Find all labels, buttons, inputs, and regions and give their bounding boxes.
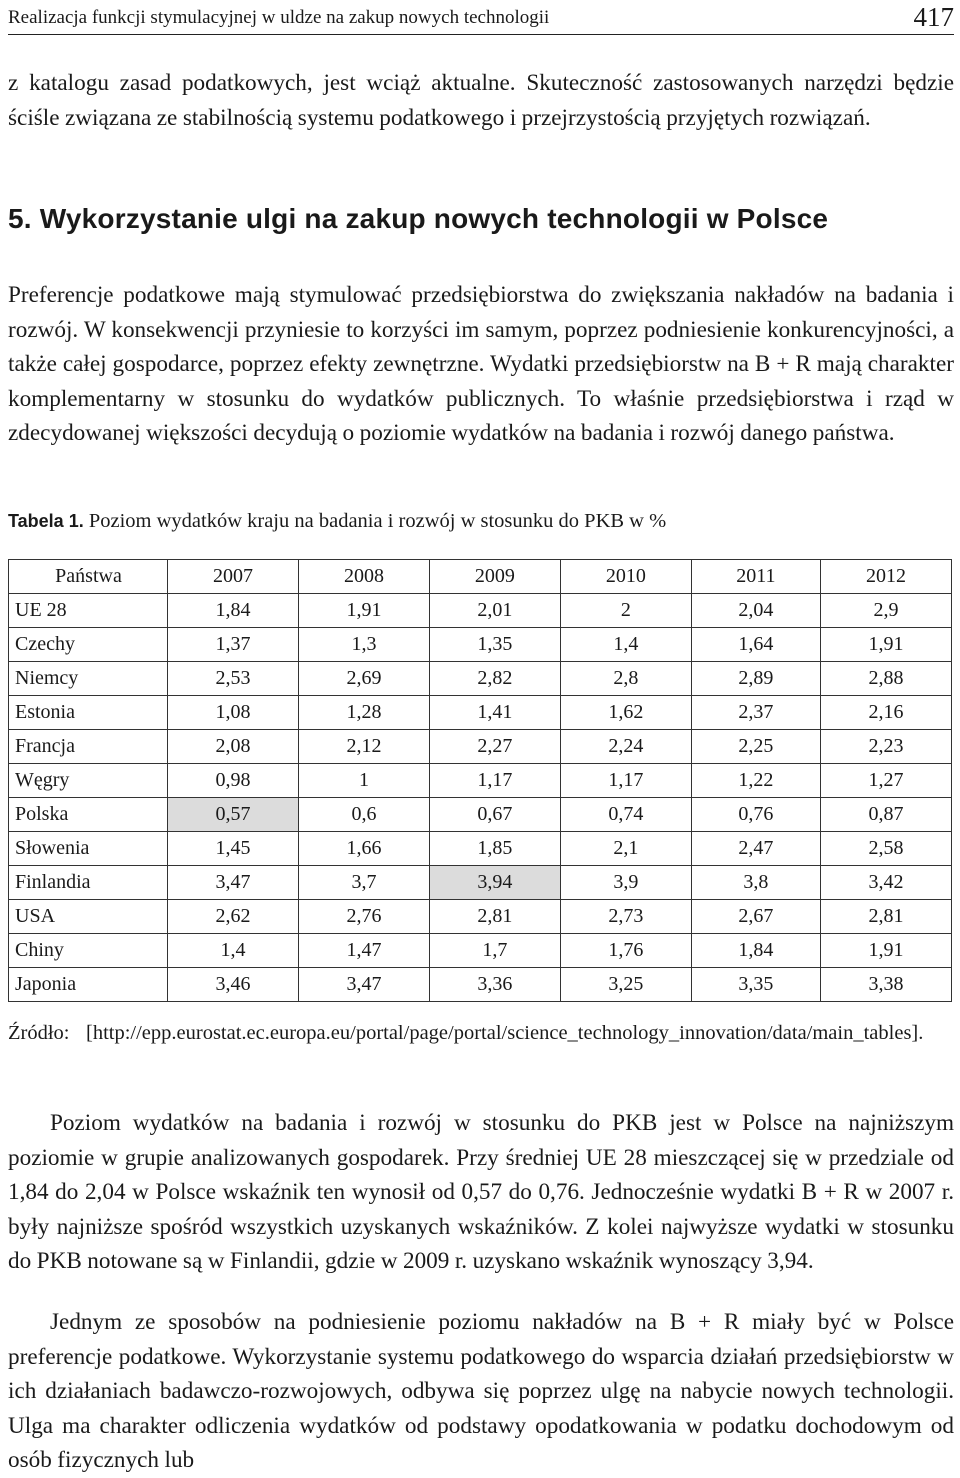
country-name-cell: Polska [9,798,168,832]
running-header [8,4,954,35]
value-cell: 3,46 [168,968,299,1002]
column-header-2008: 2008 [298,560,429,594]
value-cell: 2,89 [691,662,820,696]
value-cell: 3,94 [429,866,560,900]
value-cell: 1,27 [820,764,951,798]
value-cell: 3,7 [298,866,429,900]
value-cell: 3,36 [429,968,560,1002]
section-heading: 5. Wykorzystanie ulgi na zakup nowych technologii w Polsce [8,203,829,234]
value-cell: 0,74 [560,798,691,832]
value-cell: 1,17 [429,764,560,798]
column-header-2009: 2009 [429,560,560,594]
table-row [9,900,952,934]
body-paragraph-1: Poziom wydatków na badania i rozwój w stosunku do PKB jest w Polsce na najniższym poziomie w grupie analizowanych gospodarek. Przy średniej UE 28 mieszczącej się w przedziale od 1,84 do 2,04 w Polsce wskaźnik ten wynosił od 0,57 do 0,76. Jednocześnie wydatki B + R w 2007 r. były najniższe spośród wszystkich uzyskanych wskaźników. Z kolei najwyższe wydatki w stosunku do PKB notowane są w Finlandii, gdzie w 2009 r. uzyskano wskaźnik wynoszący 3,94. [8,1110,954,1274]
country-name-cell: Japonia [9,968,168,1002]
value-cell: 2,81 [820,900,951,934]
table-label: Tabela 1. [8,511,84,531]
value-cell: 0,57 [168,798,299,832]
table-body [9,594,952,1002]
value-cell: 3,9 [560,866,691,900]
value-cell: 1,35 [429,628,560,662]
value-cell: 0,98 [168,764,299,798]
value-cell: 1,4 [560,628,691,662]
table-row [9,662,952,696]
value-cell: 2,23 [820,730,951,764]
value-cell: 2,24 [560,730,691,764]
value-cell: 2,16 [820,696,951,730]
value-cell: 2,69 [298,662,429,696]
value-cell: 0,76 [691,798,820,832]
value-cell: 2,81 [429,900,560,934]
country-name-cell: Czechy [9,628,168,662]
value-cell: 2,25 [691,730,820,764]
table-header-row [9,560,952,594]
value-cell: 0,67 [429,798,560,832]
value-cell: 2,1 [560,832,691,866]
page-number: 417 [913,2,954,32]
value-cell: 3,8 [691,866,820,900]
value-cell: 1,84 [691,934,820,968]
column-header-2007: 2007 [168,560,299,594]
column-header-2010: 2010 [560,560,691,594]
value-cell: 1,7 [429,934,560,968]
country-name-cell: Estonia [9,696,168,730]
value-cell: 2 [560,594,691,628]
value-cell: 1 [298,764,429,798]
value-cell: 0,6 [298,798,429,832]
country-name-cell: Chiny [9,934,168,968]
value-cell: 1,22 [691,764,820,798]
table-caption-text: Poziom wydatków kraju na badania i rozwój w stosunku do PKB w % [83,510,667,532]
value-cell: 2,76 [298,900,429,934]
running-title: Realizacja funkcji stymulacyjnej w uldze na zakup nowych technologii [8,7,550,28]
value-cell: 3,42 [820,866,951,900]
value-cell: 2,08 [168,730,299,764]
country-name-cell: UE 28 [9,594,168,628]
value-cell: 2,53 [168,662,299,696]
value-cell: 2,04 [691,594,820,628]
country-name-cell: Finlandia [9,866,168,900]
value-cell: 1,41 [429,696,560,730]
value-cell: 2,88 [820,662,951,696]
table-row [9,628,952,662]
value-cell: 1,28 [298,696,429,730]
value-cell: 1,66 [298,832,429,866]
source-url: [http://epp.eurostat.ec.europa.eu/portal/page/portal/science_technology_innovation/data/main_tables]. [86,1022,924,1044]
country-name-cell: Słowenia [9,832,168,866]
source-label: Źródło: [8,1022,70,1044]
value-cell: 1,84 [168,594,299,628]
value-cell: 2,67 [691,900,820,934]
value-cell: 1,64 [691,628,820,662]
value-cell: 2,9 [820,594,951,628]
value-cell: 1,91 [820,934,951,968]
value-cell: 3,38 [820,968,951,1002]
value-cell: 1,62 [560,696,691,730]
column-header-2012: 2012 [820,560,951,594]
value-cell: 2,37 [691,696,820,730]
column-header-country: Państwa [9,560,168,594]
value-cell: 2,8 [560,662,691,696]
value-cell: 1,45 [168,832,299,866]
table-caption [8,510,666,533]
table-row [9,730,952,764]
country-name-cell: Węgry [9,764,168,798]
value-cell: 1,85 [429,832,560,866]
table-row [9,798,952,832]
value-cell: 1,08 [168,696,299,730]
country-name-cell: Francja [9,730,168,764]
column-header-2011: 2011 [691,560,820,594]
table-row [9,866,952,900]
value-cell: 2,12 [298,730,429,764]
value-cell: 2,01 [429,594,560,628]
value-cell: 2,62 [168,900,299,934]
value-cell: 3,47 [168,866,299,900]
section-paragraph: Preferencje podatkowe mają stymulować przedsiębiorstwa do zwiększania nakładów na badania i rozwój. W konsekwencji przyniesie to korzyści im samym, poprzez podniesienie konkurencyjności, a także całej gospodarce, poprzez efekty zewnętrzne. Wydatki przedsiębiorstw na B + R mają charakter komplementarny w stosunku do wydatków publicznych. To właśnie przedsiębiorstwa i rząd w zdecydowanej większości decydują o poziomie wydatków na badania i rozwój danego państwa. [8,282,954,446]
country-name-cell: Niemcy [9,662,168,696]
value-cell: 1,4 [168,934,299,968]
value-cell: 3,47 [298,968,429,1002]
table-row [9,696,952,730]
value-cell: 3,25 [560,968,691,1002]
table-row [9,934,952,968]
value-cell: 1,47 [298,934,429,968]
value-cell: 1,17 [560,764,691,798]
table-row [9,594,952,628]
value-cell: 1,91 [298,594,429,628]
value-cell: 2,27 [429,730,560,764]
body-paragraph-2: Jednym ze sposobów na podniesienie poziomu nakładów na B + R miały być w Polsce preferencje podatkowe. Wykorzystanie systemu podatkowego do wsparcia działań przedsiębiorstw w ich działaniach badawczo-rozwojowych, odbywa się poprzez ulgę na nabycie nowych technologii. Ulga ma charakter odliczenia wydatków od podstawy opodatkowania w podatku dochodowym od osób fizycznych lub [8,1309,954,1473]
value-cell: 0,87 [820,798,951,832]
table-row [9,764,952,798]
intro-paragraph: z katalogu zasad podatkowych, jest wciąż aktualne. Skuteczność zastosowanych narzędzi będzie ściśle związana ze stabilnością systemu podatkowego i przejrzystością przyjętych rozwiązań. [8,70,954,131]
value-cell: 2,73 [560,900,691,934]
country-name-cell: USA [9,900,168,934]
value-cell: 1,76 [560,934,691,968]
value-cell: 2,58 [820,832,951,866]
table-row [9,832,952,866]
table-row [9,968,952,1002]
value-cell: 1,91 [820,628,951,662]
value-cell: 1,37 [168,628,299,662]
value-cell: 2,47 [691,832,820,866]
value-cell: 3,35 [691,968,820,1002]
value-cell: 2,82 [429,662,560,696]
rd-spending-table [8,559,952,1002]
value-cell: 1,3 [298,628,429,662]
